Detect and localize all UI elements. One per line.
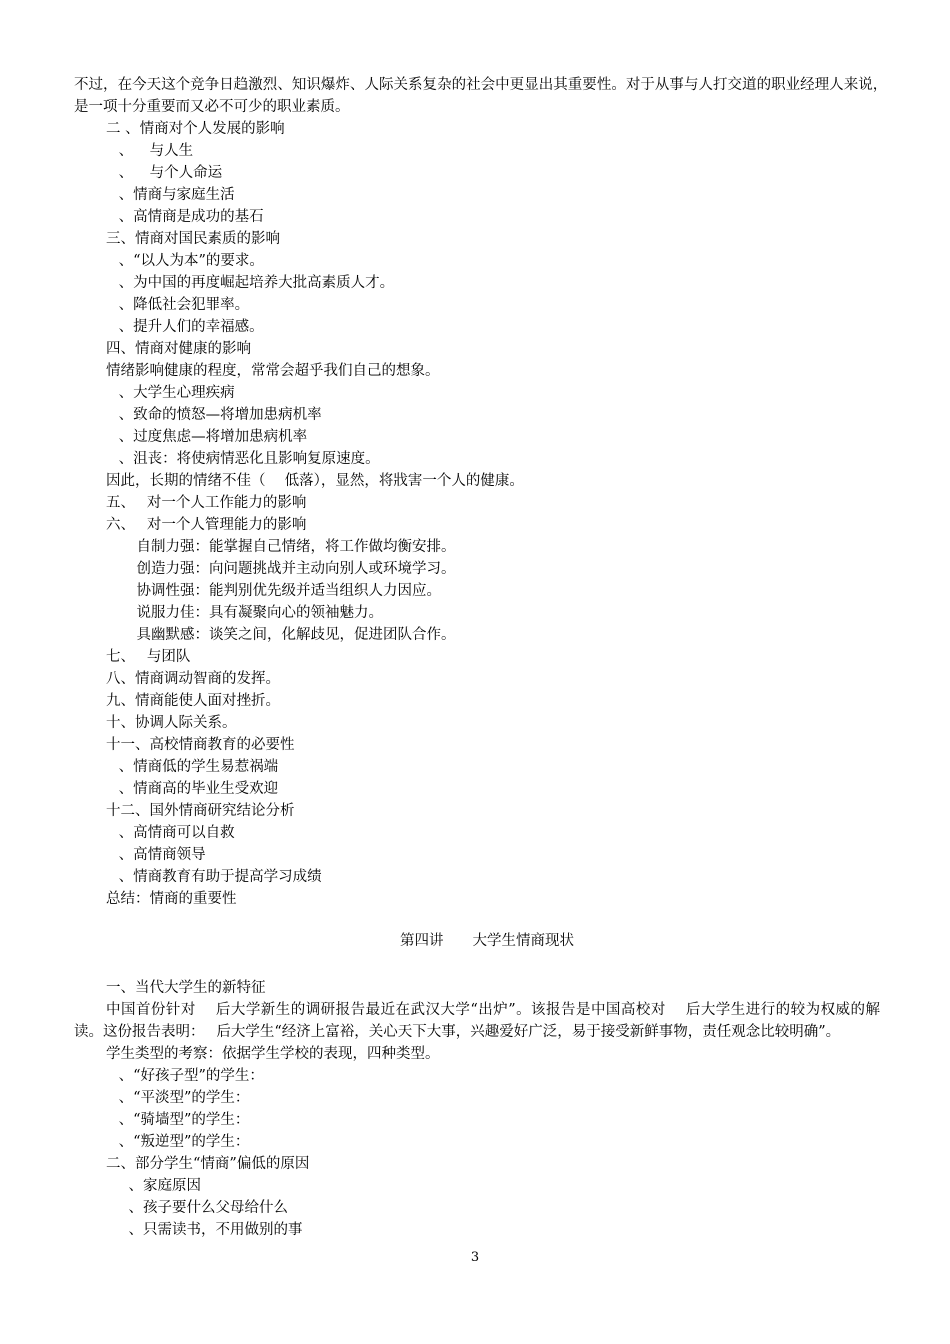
outline-line: 协调性强：能判别优先级并适当组织人力因应。 [122, 583, 441, 599]
outline-line: 五、 对一个人工作能力的影响 [106, 495, 307, 511]
outline-line: 、 与人生 [114, 143, 194, 159]
outline-line: 、降低社会犯罪率。 [114, 297, 250, 313]
outline-line: 二、部分学生“情商”偏低的原因 [106, 1156, 310, 1172]
outline-line: 、高情商是成功的基石 [114, 209, 264, 225]
outline-line: 十二、国外情商研究结论分析 [106, 803, 295, 819]
outline-line: 、情商与家庭生活 [114, 187, 235, 203]
outline-line: 、情商高的毕业生受欢迎 [114, 781, 279, 797]
outline-line: 四、情商对健康的影响 [106, 341, 251, 357]
outline-line: 具幽默感：谈笑之间，化解歧见，促进团队合作。 [122, 627, 456, 643]
outline-line: 、过度焦虑—将增加患病机率 [114, 429, 308, 445]
intro-paragraph: 不过，在今天这个竞争日趋激烈、知识爆炸、人际关系复杂的社会中更显出其重要性。对于从事与人打交道的职业经理人来说， 是一项十分重要而又必不可少的职业素质。 [74, 77, 909, 115]
outline-line: 、为中国的再度崛起培养大批高素质人才。 [114, 275, 395, 291]
outline-line: 、“平淡型”的学生： [114, 1090, 250, 1106]
outline-line: 七、 与团队 [106, 649, 191, 665]
outline-line: 九、情商能使人面对挫折。 [106, 693, 280, 709]
outline-line: 、情商教育有助于提高学习成绩 [114, 869, 322, 885]
outline-line: 十、协调人际关系。 [106, 715, 237, 731]
outline-line: 十一、高校情商教育的必要性 [106, 737, 295, 753]
research-paragraph: 中国首份针对 后大学新生的调研报告最近在武汉大学“出炉”。该报告是中国高校对 后大学生进行的较为权威的解读。这份报告表明： 后大学生“经济上富裕，关心天下大事，兴趣爱好广泛，易于接受新鲜事物，责任观念比较明确”。 [74, 1002, 880, 1040]
outline-line: 、只需读书，不用做别的事 [114, 1222, 303, 1238]
outline-line: 因此，长期的情绪不佳（ 低落），显然，将戕害一个人的健康。 [106, 473, 524, 489]
outline-section-bottom [74, 977, 880, 1241]
outline-line: 、家庭原因 [114, 1178, 201, 1194]
outline-line: 说服力佳：具有凝聚向心的领袖魅力。 [122, 605, 383, 621]
outline-line: 创造力强：向问题挑战并主动向别人或环境学习。 [122, 561, 456, 577]
outline-line: 、“叛逆型”的学生： [114, 1134, 250, 1150]
outline-line: 、高情商领导 [114, 847, 206, 863]
outline-line: 、致命的愤怒—将增加患病机率 [114, 407, 322, 423]
outline-line: 、孩子要什么父母给什么 [114, 1200, 288, 1216]
outline-section-top [74, 118, 880, 910]
outline-line: 六、 对一个人管理能力的影响 [106, 517, 307, 533]
outline-line: 、沮丧：将使病情恶化且影响复原速度。 [114, 451, 380, 467]
outline-line: 、高情商可以自救 [114, 825, 235, 841]
outline-line: 八、情商调动智商的发挥。 [106, 671, 280, 687]
outline-line: 、“好孩子型”的学生： [114, 1068, 264, 1084]
outline-line: 、“骑墙型”的学生： [114, 1112, 250, 1128]
outline-line: 、情商低的学生易惹祸端 [114, 759, 279, 775]
outline-line: 、提升人们的幸福感。 [114, 319, 264, 335]
outline-line: 二 、情商对个人发展的影响 [106, 121, 285, 137]
outline-line: 情绪影响健康的程度，常常会超乎我们自己的想象。 [106, 363, 440, 379]
outline-line: 、“以人为本”的要求。 [114, 253, 264, 269]
outline-line: 三、情商对国民素质的影响 [106, 231, 280, 247]
section-heading: 一、当代大学生的新特征 [106, 980, 266, 996]
outline-line: 学生类型的考察：依据学生学校的表现，四种类型。 [106, 1046, 440, 1062]
outline-line: 自制力强：能掌握自己情绪，将工作做均衡安排。 [122, 539, 456, 555]
chapter-title: 第四讲 大学生情商现状 [400, 933, 574, 949]
page-number: 3 [470, 1250, 480, 1265]
outline-line: 、大学生心理疾病 [114, 385, 235, 401]
outline-line: 、 与个人命运 [114, 165, 223, 181]
document-body [74, 74, 909, 1241]
outline-line: 总结：情商的重要性 [106, 891, 237, 907]
